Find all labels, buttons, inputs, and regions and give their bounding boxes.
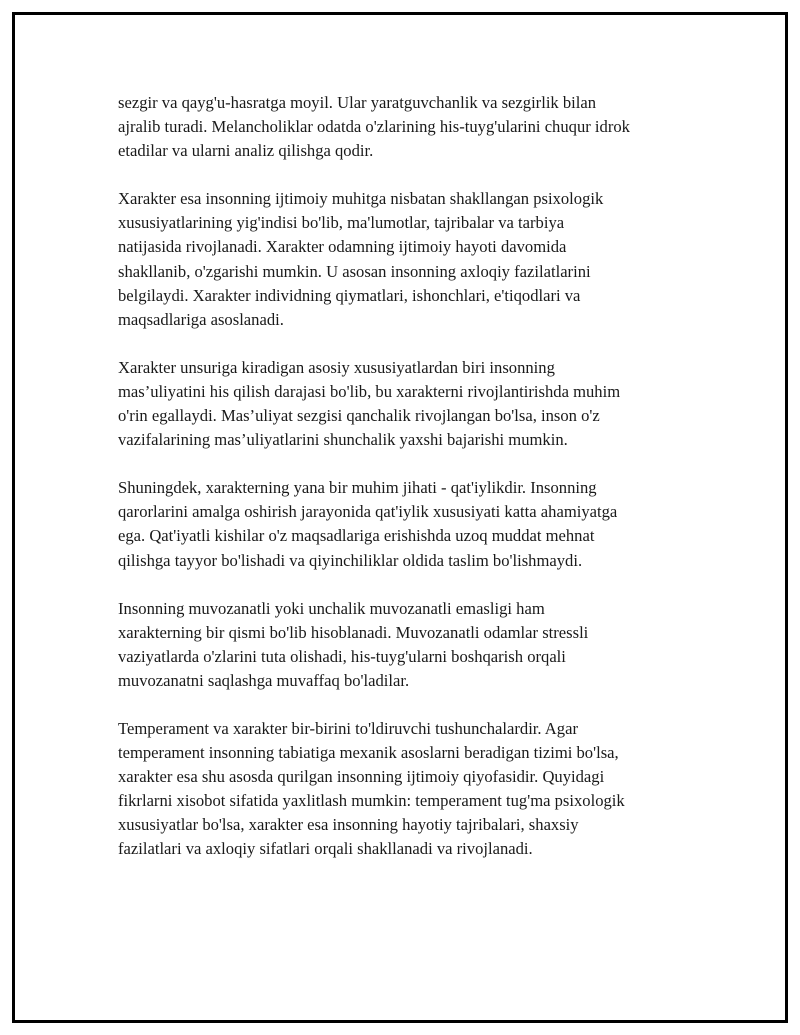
paragraph-2 (118, 187, 708, 332)
text-line: xarakterning bir qismi bo'lib hisoblanadi. Muvozanatli odamlar stressli (118, 622, 589, 642)
text-line: Insonning muvozanatli yoki unchalik muvozanatli emasligi ham (118, 598, 545, 618)
text-line: fikrlarni xisobot sifatida yaxlitlash mumkin: temperament tug'ma psixologik (118, 791, 625, 811)
paragraph-5 (118, 597, 708, 693)
document-body (118, 91, 708, 886)
text-line: maqsadlariga asoslanadi. (118, 309, 284, 329)
text-line: vaziyatlarda o'zlarini tuta olishadi, his-tuyg'ularni boshqarish orqali (118, 646, 566, 666)
text-line: xarakter esa shu asosda qurilgan insonning ijtimoiy qiyofasidir. Quyidagi (118, 767, 605, 787)
paragraph-3 (118, 356, 708, 452)
text-line: Xarakter unsuriga kiradigan asosiy xususiyatlardan biri insonning (118, 357, 555, 377)
paragraph-1 (118, 91, 708, 163)
text-line: fazilatlari va axloqiy sifatlari orqali shakllanadi va rivojlanadi. (118, 839, 533, 859)
text-line: natijasida rivojlanadi. Xarakter odamning ijtimoiy hayoti davomida (118, 237, 567, 257)
paragraph-6 (118, 717, 708, 862)
text-line: xususiyatlar bo'lsa, xarakter esa insonning hayotiy tajribalari, shaxsiy (118, 815, 579, 835)
text-line: Temperament va xarakter bir-birini to'ldiruvchi tushunchalardir. Agar (118, 718, 578, 738)
text-line: qilishga tayyor bo'lishadi va qiyinchiliklar oldida taslim bo'lishmaydi. (118, 550, 583, 570)
text-line: vazifalarining mas’uliyatlarini shunchalik yaxshi bajarishi mumkin. (118, 430, 568, 450)
text-line: o'rin egallaydi. Mas’uliyat sezgisi qanchalik rivojlangan bo'lsa, inson o'z (118, 406, 600, 426)
text-line: ajralib turadi. Melancholiklar odatda o'zlarining his-tuyg'ularini chuqur idrok (118, 117, 630, 137)
paragraph-4 (118, 476, 708, 572)
text-line: xususiyatlarining yig'indisi bo'lib, ma'lumotlar, tajribalar va tarbiya (118, 213, 565, 233)
text-line: muvozanatni saqlashga muvaffaq bo'ladilar. (118, 670, 410, 690)
text-line: ega. Qat'iyatli kishilar o'z maqsadlariga erishishda uzoq muddat mehnat (118, 526, 595, 546)
text-line: Shuningdek, xarakterning yana bir muhim jihati - qat'iylikdir. Insonning (118, 478, 597, 498)
text-line: belgilaydi. Xarakter individning qiymatlari, ishonchlari, e'tiqodlari va (118, 285, 581, 305)
text-line: shakllanib, o'zgarishi mumkin. U asosan insonning axloqiy fazilatlarini (118, 261, 591, 281)
text-line: temperament insonning tabiatiga mexanik asoslarni beradigan tizimi bo'lsa, (118, 743, 619, 763)
text-line: sezgir va qayg'u-hasratga moyil. Ular yaratguvchanlik va sezgirlik bilan (118, 93, 597, 112)
text-line: Xarakter esa insonning ijtimoiy muhitga nisbatan shakllangan psixologik (118, 189, 604, 209)
text-line: mas’uliyatini his qilish darajasi bo'lib, bu xarakterni rivojlantirishda muhim (118, 381, 621, 401)
text-line: etadilar va ularni analiz qilishga qodir. (118, 141, 374, 161)
text-line: qarorlarini amalga oshirish jarayonida qat'iylik xususiyati katta ahamiyatga (118, 502, 618, 522)
